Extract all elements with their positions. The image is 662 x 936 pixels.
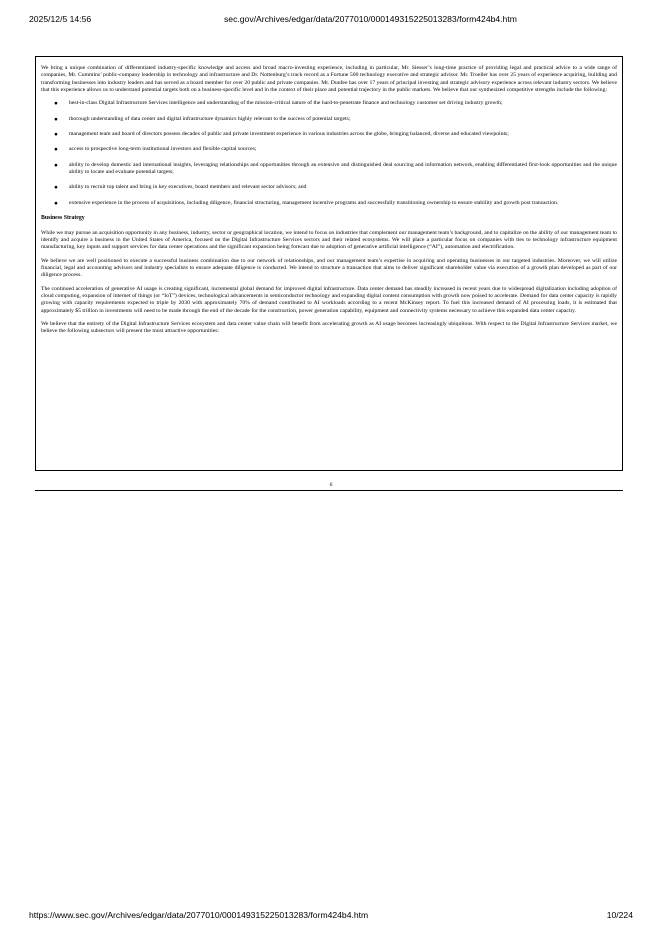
list-item-text: extensive experience in the process of acquisitions, including diligence, financial structuring, management incentive programs and successfully transitioning ownership to ensure stability and growth post transaction. (69, 199, 559, 206)
document-page-frame (35, 56, 623, 471)
list-item-text: ability to recruit top talent and bring in key executives, board members and relevant sector advisors; and (69, 184, 307, 191)
list-item (41, 131, 617, 138)
bullet-icon: ● (54, 100, 58, 108)
list-item (41, 100, 617, 107)
list-item-text: thorough understanding of data center and digital infrastructure dynamics highly relevant to the success of potential targets; (69, 115, 351, 122)
bullet-icon: ● (54, 199, 58, 207)
bullet-icon: ● (54, 115, 58, 123)
section-heading-business-strategy: Business Strategy (41, 214, 85, 221)
list-item (41, 162, 617, 177)
bullet-icon: ● (54, 146, 58, 154)
page-divider (35, 490, 623, 491)
competitive-strengths-list (41, 100, 617, 207)
strategy-paragraph: While we may pursue an acquisition opportunity in any business, industry, sector or geographical location, we intend to focus on industries that complement our management team’s background, and to capitalize on the ability of our management team to identify and acquire a business in the United States of America, focused on the Digital Infrastructure Services sectors and their related ecosystems. We will place a particular focus on companies with ties to technology infrastructure equipment manufacturing, key inputs and support services for data center operations and the significant expansion being forecast due to adoption of generative artificial intelligence (“AI”), automation and electrification. (41, 229, 617, 251)
bullet-icon: ● (54, 161, 58, 169)
print-footer-page-count: 10/224 (606, 910, 633, 920)
list-item (41, 184, 617, 191)
strategy-paragraph: The continued acceleration of generative AI usage is creating significant, incremental global demand for improved digital infrastructure. Data center demand has steadily increased in recent years due to widespread digitalization including adoption of cloud computing, expansion of internet of things (or “IoT”) devices, technological advancements in semiconductor technology and expanding digital content consumption with growth now poised to accelerate. Demand for data center capacity is rapidly growing with capacity requirements expected to triple by 2030 with approximately 70% of demand contributed to AI workloads according to a recent McKinsey report. To fuel this increased demand of AI processing loads, it is estimated that approximately $5 trillion in investments will need to be made through the end of the decade for the construction, power generation capability, equipment and connectivity systems necessary to achieve this expanded data center capacity. (41, 285, 617, 314)
strategy-paragraph: We believe we are well positioned to execute a successful business combination due to our network of relationships, and our management team’s expertise in acquiring and operating businesses in our targeted industries. Moreover, we will utilize financial, legal and accounting advisors and industry specialists to ensure adequate diligence is conducted. We intend to structure a transaction that aims to deliver significant shareholder value via execution of a growth plan developed as part of our diligence process. (41, 257, 617, 279)
list-item (41, 146, 617, 153)
list-item-text: access to prospective long-term institutional investors and flexible capital sources; (69, 146, 257, 153)
bullet-icon: ● (54, 184, 58, 192)
list-item (41, 116, 617, 123)
intro-paragraph: We bring a unique combination of differentiated industry-specific knowledge and access and broad macro-investing experience, including in particular, Mr. Siesser’s long-time practice of providing legal and practical advice to a wide range of companies, Mr. Cummins’ public-company leadership in technology and infrastructure and Dr. Nottenburg’s track record as a Fortune 500 technology executive and strategic advisor. Mr. Troeller has over 25 years of experience acquiring, building and transforming businesses into industry leaders and has served as a board member for over 20 public and private companies. Mr. Dunfee has over 17 years of principal investing and strategic advisory experience across relevant industry sectors. We believe that this experience allows us to understand potential targets both on a business-specific level and in the context of their place and potential trajectory in the public markets. We believe that our synthesized competitive strengths include the following: (41, 65, 617, 93)
strategy-paragraph: We believe that the entirety of the Digital Infrastructure Services ecosystem and data center value chain will benefit from accelerating growth as AI usage becomes increasingly ubiquitous. With respect to the Digital Infrastructure Services market, we believe the following subsectors will present the most attractive opportunities: (41, 321, 617, 335)
page-number: 6 (329, 482, 333, 488)
print-header-title: sec.gov/Archives/edgar/data/2077010/000149315225013283/form424b4.htm (224, 14, 517, 24)
list-item-text: ability to develop domestic and international insights, leveraging relationships and opportunities through an extensive and distinguished deal sourcing and information network, enabling differentiated first-look opportunities and the unique ability to locate and evaluate potential targets; (69, 161, 617, 175)
list-item (41, 200, 617, 207)
list-item-text: best-in-class Digital Infrastructure Services intelligence and understanding of the mission-critical nature of the hard-to-penetrate finance and technology customer set driving industry growth; (69, 100, 503, 107)
bullet-icon: ● (54, 130, 58, 138)
list-item-text: management team and board of directors possess decades of public and private investment experience in various industries across the globe, bringing balanced, diverse and educated viewpoints; (69, 130, 509, 137)
print-header-datetime: 2025/12/5 14:56 (29, 14, 92, 24)
print-footer-url: https://www.sec.gov/Archives/edgar/data/2077010/000149315225013283/form424b4.htm (29, 910, 369, 920)
